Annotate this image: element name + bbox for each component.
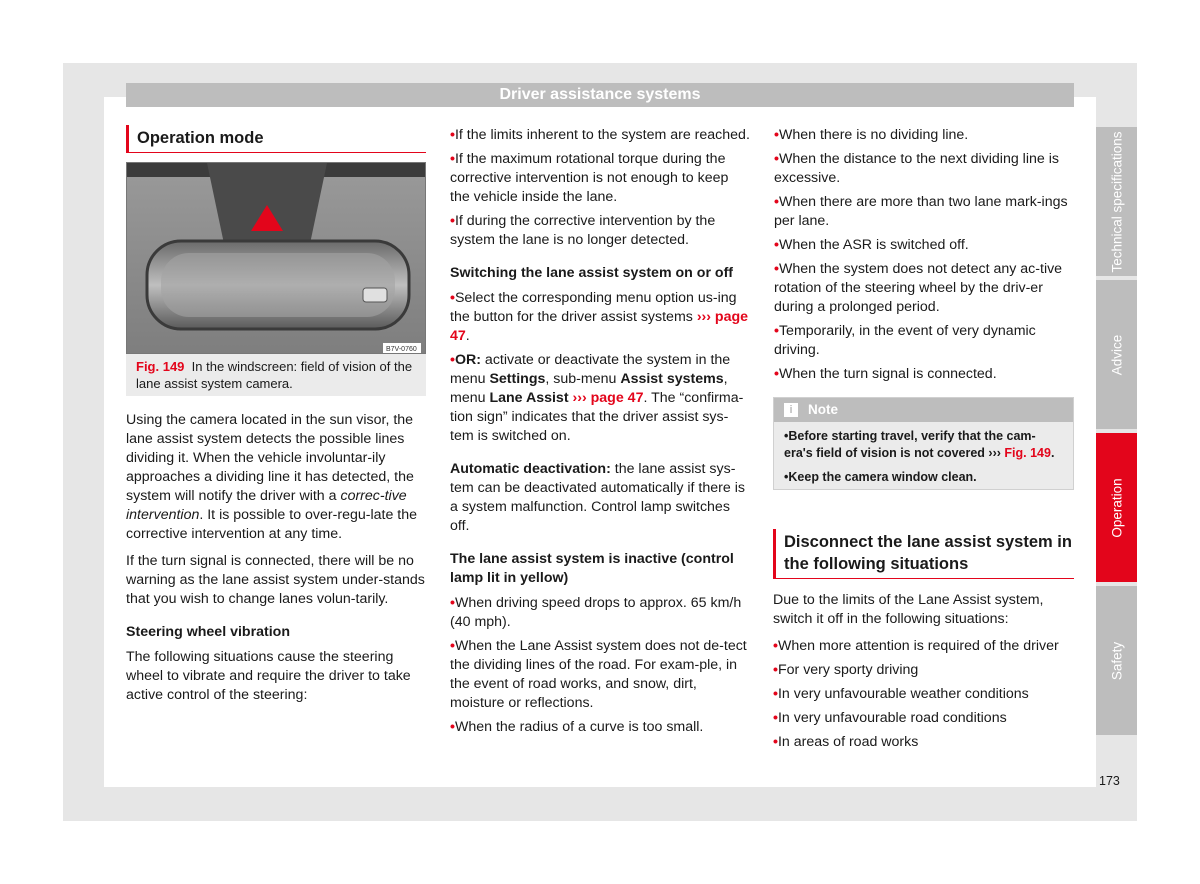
list-item-text: Select the corresponding menu option us-ing the button for the driver assist systems bbox=[450, 290, 737, 325]
list-item: • When the Lane Assist system does not de-tect the dividing lines of the road. For exam-ple, in the event of road works, and snow, dirt, moisture or reflections. bbox=[450, 637, 750, 713]
tab-label: Technical specifications bbox=[1109, 130, 1124, 273]
page-header-title: Driver assistance systems bbox=[126, 83, 1074, 107]
right-column-lower bbox=[773, 529, 1074, 757]
figure-label: Fig. 149 bbox=[136, 359, 185, 374]
page-47-link[interactable]: ››› page 47 bbox=[450, 309, 749, 344]
figure-149-camera bbox=[126, 162, 426, 354]
paragraph-turn-signal: If the turn signal is connected, there will be no warning as the lane assist system under-stands that you wish to change lanes volun-tarily. bbox=[126, 553, 425, 607]
list-item: • If during the corrective intervention by the system the lane is no longer detected. bbox=[450, 212, 750, 250]
subheading-switching: Switching the lane assist system on or off bbox=[450, 265, 734, 281]
note-body bbox=[774, 422, 1073, 486]
paragraph-automatic-deactivation bbox=[450, 460, 750, 536]
note-header bbox=[774, 398, 1073, 422]
list-item-text: . The “confirma-tion sign” indicates that the driver assist sys-tem is switched on. bbox=[450, 390, 744, 444]
or-label: OR: bbox=[454, 352, 481, 368]
list-item-text: activate or deactivate the system in the menu bbox=[450, 352, 731, 387]
page-number: 173 bbox=[1099, 774, 1120, 788]
automatic-deactivation-label: Automatic deactivation: bbox=[450, 461, 611, 477]
menu-settings: Settings bbox=[489, 371, 546, 387]
menu-assist-systems: Assist systems bbox=[620, 371, 724, 387]
tab-label: Advice bbox=[1109, 334, 1124, 375]
tab-label: Operation bbox=[1109, 477, 1124, 538]
subheading-inactive: The lane assist system is inactive (control lamp lit in yellow) bbox=[450, 551, 734, 586]
paragraph-camera-text-a: Using the camera located in the sun visor, the lane assist system detects the possible lines dividing it. When the vehicle involuntar-ily approaches a dividing line it has detected, the system will notify the driver with a bbox=[126, 412, 414, 504]
list-item bbox=[450, 289, 750, 346]
section-heading-operation-mode: Operation mode bbox=[126, 125, 426, 153]
paragraph-camera-text-b: . It is possible to over-regu-late the corrective intervention at any time. bbox=[126, 507, 418, 542]
automatic-deactivation-text: the lane assist sys-tem can be deactivated automatically if there is a system malfunction. Control lamp switches off. bbox=[450, 461, 745, 534]
list-item: • In very unfavourable weather conditions bbox=[773, 685, 1074, 704]
note-item-text: Before starting travel, verify that the cam-era's field of vision is not covered ››› bbox=[784, 429, 1036, 460]
list-item-text: . bbox=[465, 328, 470, 344]
list-item: • When the radius of a curve is too small. bbox=[450, 718, 750, 737]
list-item: • When driving speed drops to approx. 65 km/h (40 mph). bbox=[450, 594, 750, 632]
list-item: • When more attention is required of the driver bbox=[773, 637, 1074, 656]
tab-advice[interactable] bbox=[1096, 280, 1137, 429]
tab-operation[interactable] bbox=[1096, 433, 1137, 582]
list-item: • For very sporty driving bbox=[773, 661, 1074, 680]
subheading-steering-vibration: Steering wheel vibration bbox=[126, 624, 290, 640]
note-item-text: . bbox=[1050, 446, 1055, 460]
list-item: • When the turn signal is connected. bbox=[774, 365, 1074, 384]
list-item bbox=[450, 351, 750, 446]
list-item: • If the limits inherent to the system are reached. bbox=[450, 126, 750, 145]
list-item: • In areas of road works bbox=[773, 733, 1074, 752]
right-column bbox=[774, 126, 1074, 389]
paragraph-steering: The following situations cause the steering wheel to vibrate and require the driver to take active control of the steering: bbox=[126, 649, 411, 703]
list-item: • When there is no dividing line. bbox=[774, 126, 1074, 145]
figure-caption bbox=[126, 354, 426, 396]
list-item: • When there are more than two lane mark-ings per lane. bbox=[774, 193, 1074, 231]
tab-technical-specifications[interactable] bbox=[1096, 127, 1137, 276]
note-item: • Keep the camera window clean. bbox=[784, 469, 1063, 486]
paragraph-limits: Due to the limits of the Lane Assist system, switch it off in the following situations: bbox=[773, 592, 1044, 627]
figure-code: B7V-0760 bbox=[386, 346, 417, 353]
tab-label: Safety bbox=[1109, 641, 1124, 680]
middle-column bbox=[450, 126, 750, 742]
list-item: • When the system does not detect any ac-tive rotation of the steering wheel by the driv-er during a prolonged period. bbox=[774, 260, 1074, 317]
list-item: • When the ASR is switched off. bbox=[774, 236, 1074, 255]
menu-lane-assist: Lane Assist bbox=[489, 390, 569, 406]
list-item: • Temporarily, in the event of very dynamic driving. bbox=[774, 322, 1074, 360]
page-47-link[interactable]: ››› page 47 bbox=[568, 390, 644, 406]
paragraph-camera bbox=[126, 411, 428, 544]
fig-149-link[interactable]: Fig. 149 bbox=[1004, 446, 1051, 460]
figure-caption-text: In the windscreen: field of vision of the lane assist system camera. bbox=[136, 359, 413, 391]
windscreen-camera-illustration bbox=[127, 163, 426, 354]
note-box bbox=[773, 397, 1074, 490]
tab-safety[interactable] bbox=[1096, 586, 1137, 735]
list-item-text: , sub-menu bbox=[545, 371, 621, 387]
left-column bbox=[126, 125, 426, 153]
list-item: • When the distance to the next dividing line is excessive. bbox=[774, 150, 1074, 188]
note-title: Note bbox=[808, 402, 838, 417]
paragraph-camera-emphasis: correc-tive intervention bbox=[126, 488, 407, 523]
list-item: • In very unfavourable road conditions bbox=[773, 709, 1074, 728]
info-icon: i bbox=[784, 403, 798, 417]
list-item-text: , menu bbox=[450, 371, 728, 406]
note-item bbox=[784, 428, 1063, 462]
left-column-body bbox=[126, 411, 428, 713]
list-item: • If the maximum rotational torque during the corrective intervention is not enough to keep the vehicle inside the lane. bbox=[450, 150, 750, 207]
section-heading-disconnect: Disconnect the lane assist system in the following situations bbox=[773, 529, 1074, 579]
